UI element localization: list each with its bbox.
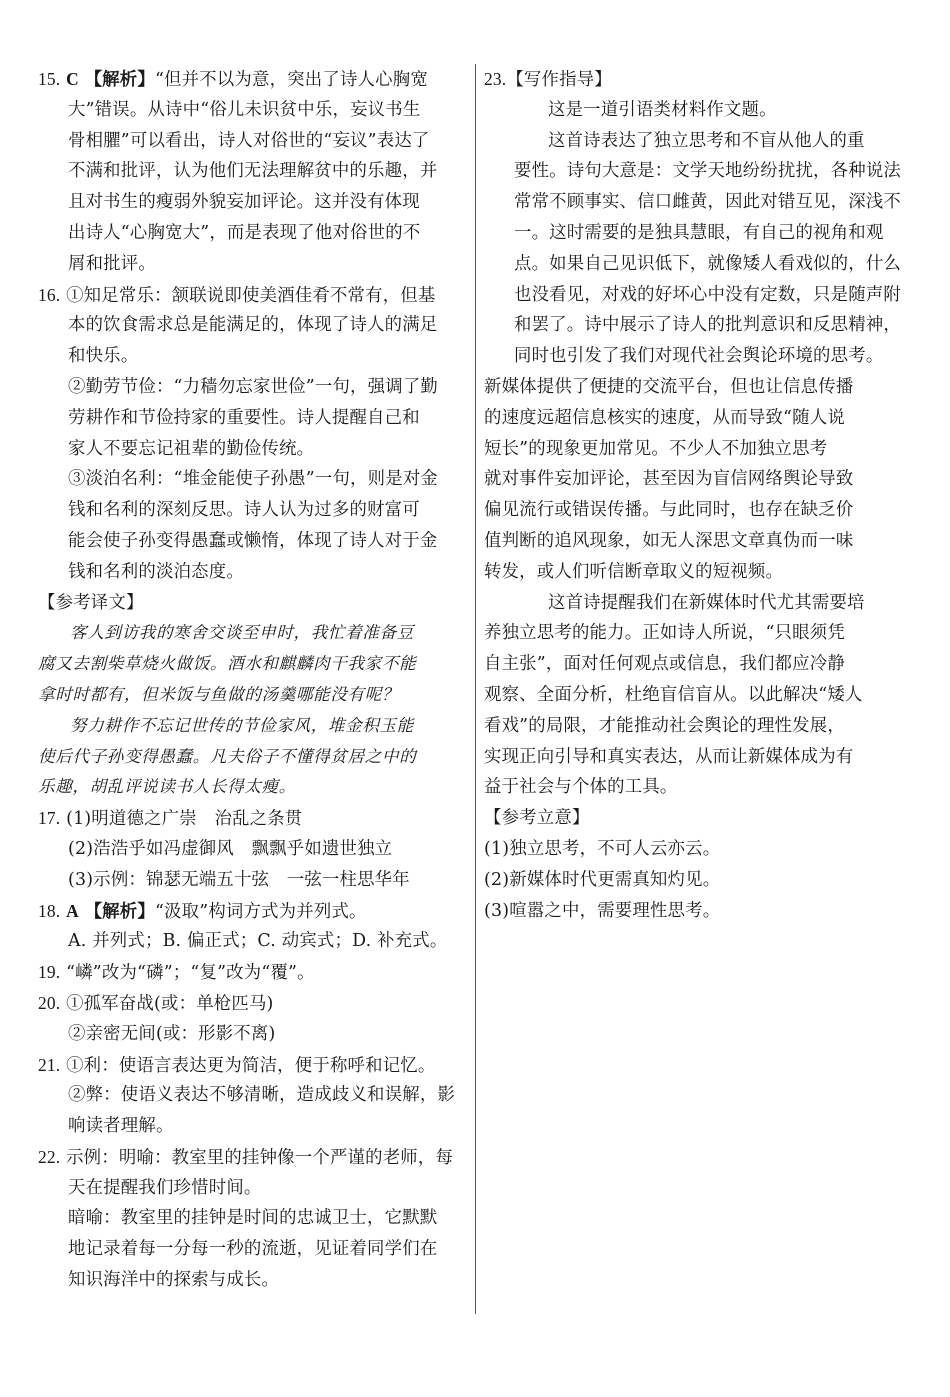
q15-answer: C <box>66 69 79 89</box>
q23-p2-line: 同时也引发了我们对现代社会舆论环境的思考。 <box>514 346 884 367</box>
q23-p2-line: 这首诗表达了独立思考和不盲从他人的重 <box>548 130 865 151</box>
ref-item: (2)新媒体时代更需真知灼见。 <box>484 869 721 890</box>
q23-p2-line: 就对事件妄加评论，甚至因为盲信网络舆论导致 <box>484 469 854 490</box>
q23-p2-line: 短长”的现象更加常见。不少人不加独立思考 <box>484 438 828 459</box>
question-22 <box>38 1142 466 1296</box>
q20-number: 20. <box>38 992 61 1013</box>
translation-heading: 【参考译文】 <box>38 592 144 613</box>
question-17 <box>38 803 466 895</box>
q16-line: 能会使子孙变得愚蠢或懒惰，体现了诗人对于金 <box>68 530 438 551</box>
q21-line: 响读者理解。 <box>68 1116 174 1137</box>
ref-item: (3)喧嚣之中，需要理性思考。 <box>484 900 721 921</box>
q22-line: 天在提醒我们珍惜时间。 <box>68 1177 262 1198</box>
q23-p3-line: 这首诗提醒我们在新媒体时代尤其需要培 <box>548 592 865 613</box>
q20-line: ①孤军奋战(或：单枪匹马) <box>66 993 274 1014</box>
q23-p2-line: 也没看见，对戏的好坏心中没有定数，只是随声附 <box>514 284 901 305</box>
ref-heading: 【参考立意】 <box>484 808 590 829</box>
q16-first-line <box>38 280 466 311</box>
column-divider <box>475 64 476 1314</box>
question-20 <box>38 988 466 1050</box>
q17-line: (2)浩浩乎如冯虚御风 飘飘乎如遗世独立 <box>68 838 393 859</box>
q22-line: 知识海洋中的探索与成长。 <box>68 1270 280 1291</box>
question-15 <box>38 64 466 280</box>
q16-number: 16. <box>38 284 61 305</box>
translation-line: 拿时时都有，但米饭与鱼做的汤羹哪能没有呢？ <box>38 684 400 704</box>
q23-p2-line: 新媒体提供了便捷的交流平台，但也让信息传播 <box>484 376 854 397</box>
q23-p3-line: 自主张”，面对任何观点或信息，我们都应冷静 <box>484 654 845 675</box>
question-21 <box>38 1050 466 1142</box>
q16-line: 劳耕作和节俭持家的重要性。诗人提醒自己和 <box>68 407 420 428</box>
q16-line: 和快乐。 <box>68 346 139 367</box>
q17-number: 17. <box>38 808 61 829</box>
q23-p3-line: 实现正向引导和真实表达，从而让新媒体成为有 <box>484 746 854 767</box>
q16-line: ②勤劳节俭：“力穑勿忘家世俭”一句，强调了勤 <box>68 376 438 397</box>
left-column <box>38 64 466 1296</box>
q15-line: 出诗人“心胸宽大”，而是表现了他对俗世的不 <box>68 222 421 243</box>
q23-p2-line: 转发，或人们听信断章取义的短视频。 <box>484 561 784 582</box>
q23-heading: 【写作指导】 <box>506 70 612 90</box>
q20-line: ②亲密无间(或：形影不离) <box>68 1023 276 1044</box>
q23-p2-line: 常常不顾事实、信口雌黄，因此对错互见，深浅不 <box>514 192 901 213</box>
q15-tag: 【解析】 <box>84 70 155 90</box>
q20-first-line <box>38 988 466 1019</box>
question-18 <box>38 896 466 958</box>
q17-first-line <box>38 803 466 834</box>
q18-number: 18. <box>38 900 61 921</box>
q23-p2-line: 的速度远超信息核实的速度，从而导致“随人说 <box>484 407 845 428</box>
q15-line: 大”错误。从诗中“俗儿未识贫中乐，妄议书生 <box>68 99 421 120</box>
q15-line: 且对书生的瘦弱外貌妄加评论。这并没有体现 <box>68 192 420 213</box>
q19-number: 19. <box>38 962 61 983</box>
q19-text: “嶙”改为“磷”；“复”改为“覆”。 <box>66 963 315 984</box>
q16-line: ③淡泊名利：“堆金能使子孙愚”一句，则是对金 <box>68 469 438 490</box>
q22-line: 暗喻：教室里的挂钟是时间的忠诚卫士，它默默 <box>68 1208 438 1229</box>
q16-line: 家人不要忘记祖辈的勤俭传统。 <box>68 438 315 459</box>
q23-p2-line: 和罢了。诗中展示了诗人的批判意识和反思精神， <box>514 315 901 336</box>
q15-first-line <box>38 64 466 95</box>
q21-first-line <box>38 1050 466 1081</box>
q23-number: 23. <box>484 69 507 89</box>
q16-line: ①知足常乐：颔联说即使美酒佳肴不常有，但基 <box>66 285 436 306</box>
q17-line: (1)明道德之广崇 治乱之条贯 <box>66 809 303 830</box>
q23-p2-line: 一。这时需要的是独具慧眼，有自己的视角和观 <box>514 222 884 243</box>
translation-line: 客人到访我的寒舍交谈至申时，我忙着准备豆 <box>70 623 414 643</box>
q17-line: (3)示例：锦瑟无端五十弦 一弦一柱思华年 <box>68 869 410 890</box>
translation-line: 腐又去割柴草烧火做饭。酒水和麒麟肉干我家不能 <box>38 654 417 674</box>
q15-number: 15. <box>38 69 61 89</box>
q22-line: 示例：明喻：教室里的挂钟像一个严谨的老师，每 <box>66 1147 454 1168</box>
q23-first-line <box>484 64 912 95</box>
translation-line: 乐趣，胡乱评说读书人长得太瘦。 <box>38 777 296 797</box>
q23-p3-line: 看戏”的局限，才能推动社会舆论的理性发展， <box>484 715 845 736</box>
translation-line: 努力耕作不忘记世传的节俭家风，堆金积玉能 <box>70 715 414 735</box>
question-19 <box>38 957 466 988</box>
q15-line: 屑和批评。 <box>68 253 156 274</box>
q18-answer: A <box>66 900 79 921</box>
q23-p3-line: 益于社会与个体的工具。 <box>484 777 678 798</box>
q23-p2-line: 点。如果自己见识低下，就像矮人看戏似的，什么 <box>514 253 901 274</box>
q23-p1: 这是一道引语类材料作文题。 <box>548 99 777 120</box>
ref-item: (1)独立思考，不可人云亦云。 <box>484 838 721 859</box>
q23-p2-line: 要性。诗句大意是：文学天地纷纷扰扰，各种说法 <box>514 161 901 182</box>
q23-p2-line: 值判断的追风现象，如无人深思文章真伪而一味 <box>484 530 854 551</box>
q22-line: 地记录着每一分每一秒的流逝，见证着同学们在 <box>68 1239 438 1260</box>
q16-line: 钱和名利的淡泊态度。 <box>68 561 244 582</box>
q22-first-line <box>38 1142 466 1173</box>
q18-line: “汲取”构词方式为并列式。 <box>154 901 367 922</box>
q22-number: 22. <box>38 1146 61 1167</box>
q15-line: “但并不以为意，突出了诗人心胸宽 <box>154 70 428 90</box>
q18-first-line <box>38 896 466 927</box>
q16-line: 钱和名利的深刻反思。诗人认为过多的财富可 <box>68 500 420 521</box>
translation-body <box>38 618 466 803</box>
q23-p3-line: 观察、全面分析，杜绝盲信盲从。以此解决“矮人 <box>484 684 863 705</box>
question-23 <box>484 64 912 926</box>
q23-p2-line: 偏见流行或错误传播。与此同时，也存在缺乏价 <box>484 500 854 521</box>
right-column <box>484 64 912 926</box>
q18-line: A. 并列式；B. 偏正式；C. 动宾式；D. 补充式。 <box>68 931 448 952</box>
q21-number: 21. <box>38 1054 61 1075</box>
q16-line: 本的饮食需求总是能满足的，体现了诗人的满足 <box>68 315 438 336</box>
q21-line: ①利：使语言表达更为简洁，便于称呼和记忆。 <box>66 1055 436 1076</box>
q21-line: ②弊：使语义表达不够清晰，造成歧义和误解，影 <box>68 1085 455 1106</box>
q15-line: 不满和批评，认为他们无法理解贫中的乐趣，并 <box>68 161 438 182</box>
translation-line: 使后代子孙变得愚蠢。凡夫俗子不懂得贫居之中的 <box>38 746 417 766</box>
question-16 <box>38 280 466 588</box>
q15-line: 骨相臞”可以看出，诗人对俗世的“妄议”表达了 <box>68 130 430 151</box>
q23-p3-line: 养独立思考的能力。正如诗人所说，“只眼须凭 <box>484 623 845 644</box>
q18-tag: 【解析】 <box>84 901 155 922</box>
